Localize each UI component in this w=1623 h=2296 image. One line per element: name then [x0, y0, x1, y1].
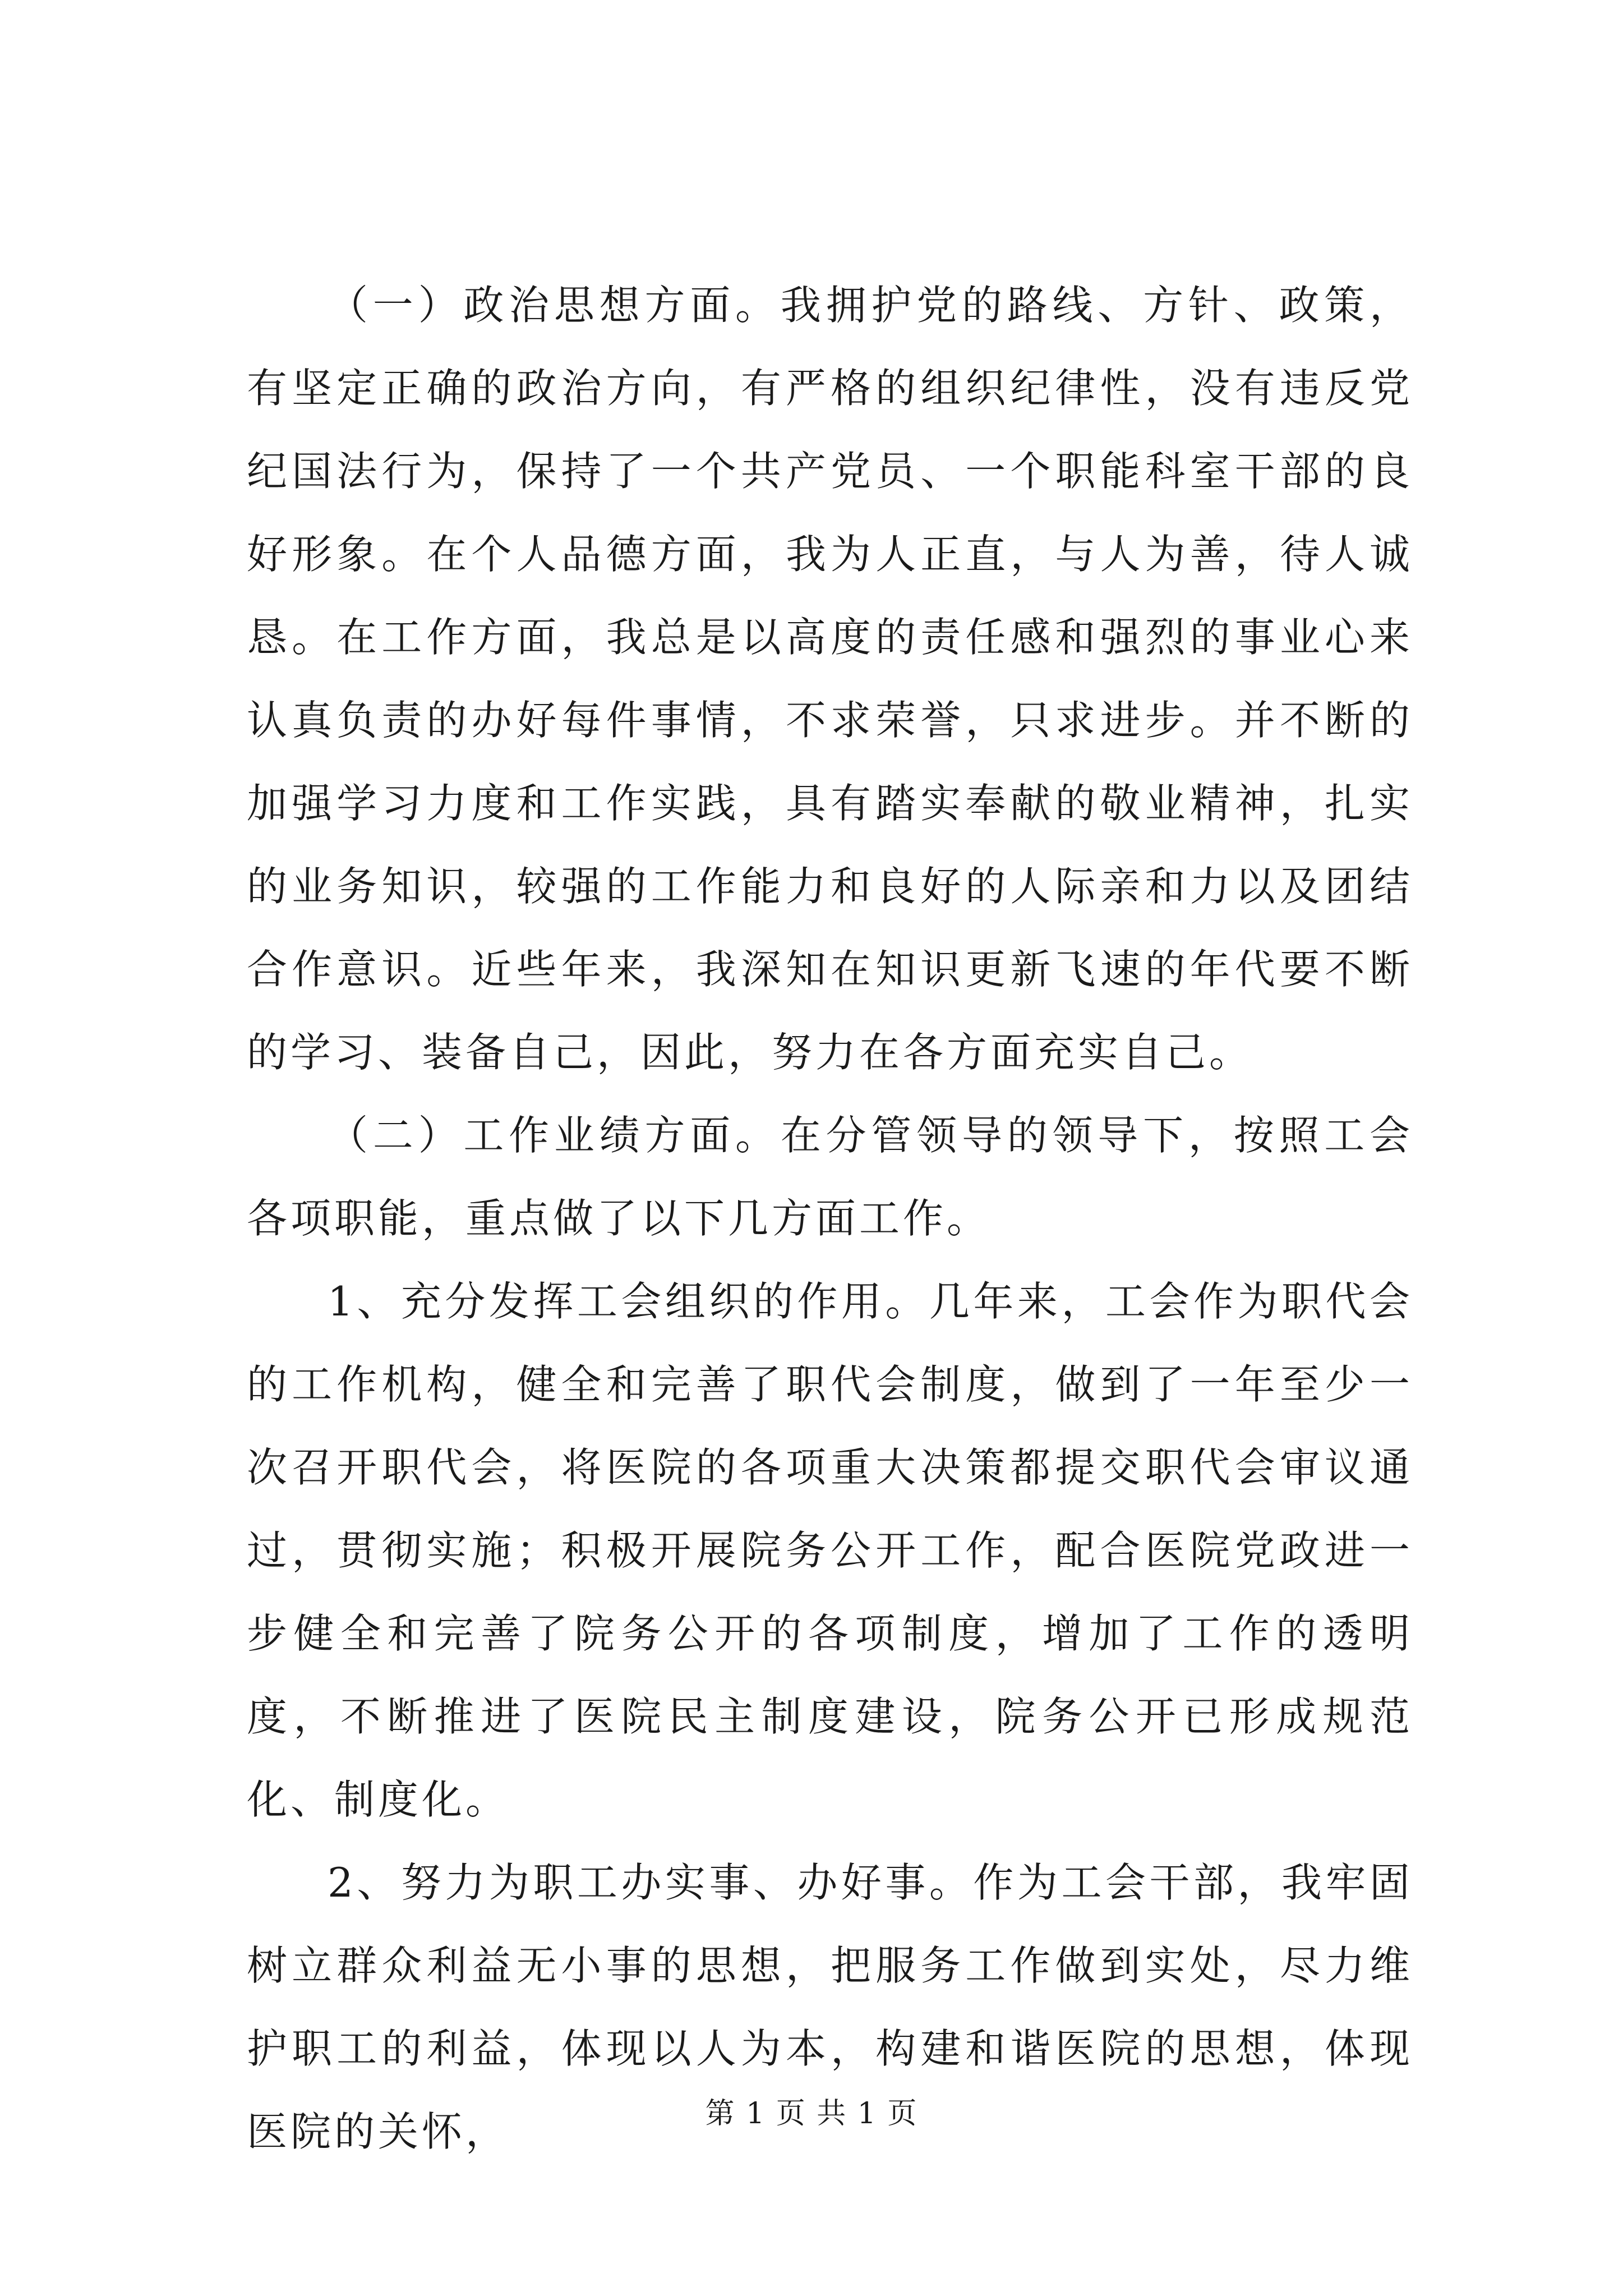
paragraph-political-thought: （一）政治思想方面。我拥护党的路线、方针、政策，有坚定正确的政治方向，有严格的组织纪律性，没有违反党纪国法行为，保持了一个共产党员、一个职能科室干部的良好形象。在个人品德方面，我为人正直，与人为善，待人诚恳。在工作方面，我总是以高度的责任感和强烈的事业心来认真负责的办好每件事情，不求荣誉，只求进步。并不断的加强学习力度和工作实践，具有踏实奉献的敬业精神，扎实的业务知识，较强的工作能力和良好的人际亲和力以及团结合作意识。近些年来，我深知在知识更新飞速的年代要不断的学习、装备自己，因此，努力在各方面充实自己。	[247, 282, 1413, 1076]
document-body	[247, 264, 1413, 2173]
paragraph-union-role: 1、充分发挥工会组织的作用。几年来，工会作为职代会的工作机构，健全和完善了职代会制度，做到了一年至少一次召开职代会，将医院的各项重大决策都提交职代会审议通过，贯彻实施；积极开展院务公开工作，配合医院党政进一步健全和完善了院务公开的各项制度，增加了工作的透明度，不断推进了医院民主制度建设，院务公开已形成规范化、制度化。	[247, 1278, 1413, 1823]
paragraph-work-performance: （二）工作业绩方面。在分管领导的领导下，按照工会各项职能，重点做了以下几方面工作。	[247, 1112, 1413, 1242]
paragraph-practical-work: 2、努力为职工办实事、办好事。作为工会干部，我牢固树立群众利益无小事的思想，把服务工作做到实处，尽力维护职工的利益，体现以人为本，构建和谐医院的思想，体现医院的关怀，	[247, 1859, 1413, 2155]
page-number-footer: 第 1 页 共 1 页	[705, 2097, 918, 2131]
